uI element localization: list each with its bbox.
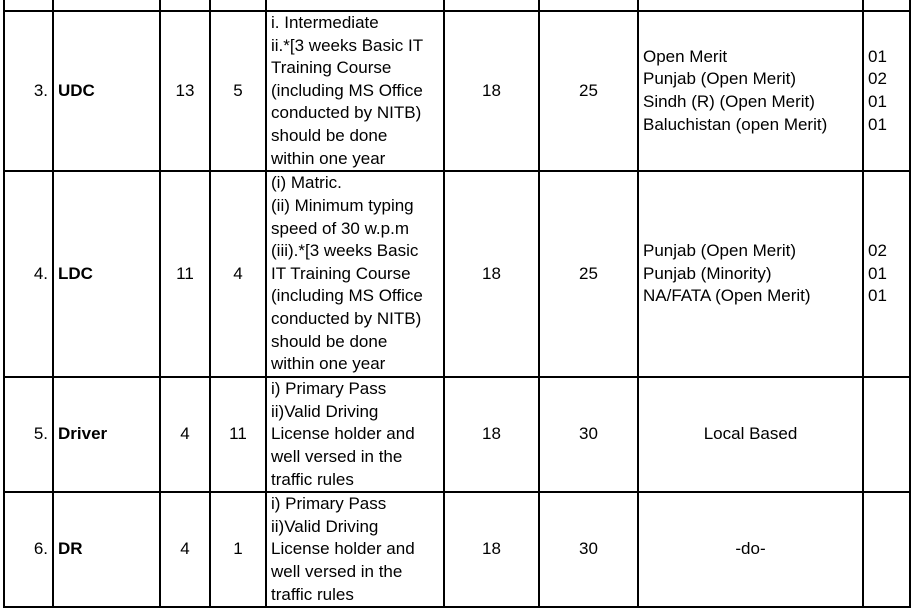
bps-value: 4 [160, 492, 210, 607]
qualification-cell [266, 492, 444, 607]
vacancy-count: 11 [210, 377, 266, 492]
vacancy-count: 5 [210, 11, 266, 171]
qualification-line: (ii) Minimum typing [271, 196, 414, 216]
table-row-cutoff [4, 0, 910, 11]
domicile-cell [638, 492, 863, 607]
quota-count: 01 [868, 286, 887, 306]
qualification-line: well versed in the [271, 561, 403, 581]
qualification-line: i) Primary Pass [271, 379, 387, 399]
qualification-line: i) Primary Pass [271, 494, 387, 514]
qualification-line: should be done [271, 125, 388, 145]
serial-number: 3. [4, 11, 53, 171]
quota-cell [863, 377, 910, 492]
max-age: 25 [539, 11, 638, 171]
qualification-line: License holder and [271, 539, 415, 559]
max-age: 30 [539, 492, 638, 607]
qualification-line: well versed in the [271, 446, 403, 466]
qualification-line: IT Training Course [271, 263, 411, 283]
min-age: 18 [444, 11, 539, 171]
quota-count: 02 [868, 241, 887, 261]
qualification-line: within one year [271, 148, 386, 168]
serial-number: 6. [4, 492, 53, 607]
qualification-line: License holder and [271, 424, 415, 444]
quota-count: 01 [868, 263, 887, 283]
post-name: LDC [53, 171, 160, 377]
qualification-cell [266, 171, 444, 377]
domicile-line: -do- [735, 539, 766, 559]
table-row [4, 171, 910, 377]
bps-value: 4 [160, 377, 210, 492]
domicile-line: Punjab (Minority) [643, 263, 772, 283]
bps-value: 13 [160, 11, 210, 171]
quota-count: 01 [868, 114, 887, 134]
quota-cell [863, 492, 910, 607]
serial-number: 4. [4, 171, 53, 377]
domicile-line: NA/FATA (Open Merit) [643, 286, 811, 306]
vacancy-count: 4 [210, 171, 266, 377]
serial-number: 5. [4, 377, 53, 492]
vacancy-count: 1 [210, 492, 266, 607]
qualification-line: traffic rules [271, 469, 354, 489]
qualification-line: conducted by NITB) [271, 309, 422, 329]
qualification-line: i. Intermediate [271, 13, 379, 32]
table-row [4, 377, 910, 492]
min-age: 18 [444, 377, 539, 492]
max-age: 30 [539, 377, 638, 492]
domicile-line: Open Merit [643, 46, 728, 66]
post-name: UDC [53, 11, 160, 171]
qualification-line: ii)Valid Driving [271, 401, 379, 421]
max-age: 25 [539, 171, 638, 377]
domicile-cell [638, 377, 863, 492]
domicile-line: Punjab (Open Merit) [643, 241, 797, 261]
qualification-line: (including MS Office [271, 286, 423, 306]
quota-cell [863, 171, 910, 377]
qualification-line: within one year [271, 354, 386, 374]
domicile-cell [638, 11, 863, 171]
quota-cell [863, 11, 910, 171]
min-age: 18 [444, 492, 539, 607]
qualification-line: traffic rules [271, 584, 354, 604]
qualification-cell [266, 377, 444, 492]
domicile-line: Baluchistan (open Merit) [643, 114, 828, 134]
qualification-line: conducted by NITB) [271, 103, 422, 123]
quota-count: 01 [868, 46, 887, 66]
quota-count: 02 [868, 69, 887, 89]
post-name: DR [53, 492, 160, 607]
qualification-line: (iii).*[3 weeks Basic [271, 241, 419, 261]
table-row [4, 492, 910, 607]
qualification-cell [266, 11, 444, 171]
domicile-line: Punjab (Open Merit) [643, 69, 797, 89]
bps-value: 11 [160, 171, 210, 377]
domicile-cell [638, 171, 863, 377]
post-name: Driver [53, 377, 160, 492]
qualification-line: ii)Valid Driving [271, 516, 379, 536]
qualification-line: (including MS Office [271, 80, 423, 100]
domicile-line: Local Based [703, 424, 798, 444]
qualification-line: Training Course [271, 58, 392, 78]
qualification-line: should be done [271, 331, 388, 351]
table-row [4, 11, 910, 171]
qualification-line: ii.*[3 weeks Basic IT [271, 35, 424, 55]
vacancy-table [3, 0, 911, 608]
min-age: 18 [444, 171, 539, 377]
qualification-line: speed of 30 w.p.m [271, 218, 409, 238]
qualification-line: (i) Matric. [271, 173, 342, 193]
domicile-line: Sindh (R) (Open Merit) [643, 92, 815, 112]
quota-count: 01 [868, 92, 887, 112]
